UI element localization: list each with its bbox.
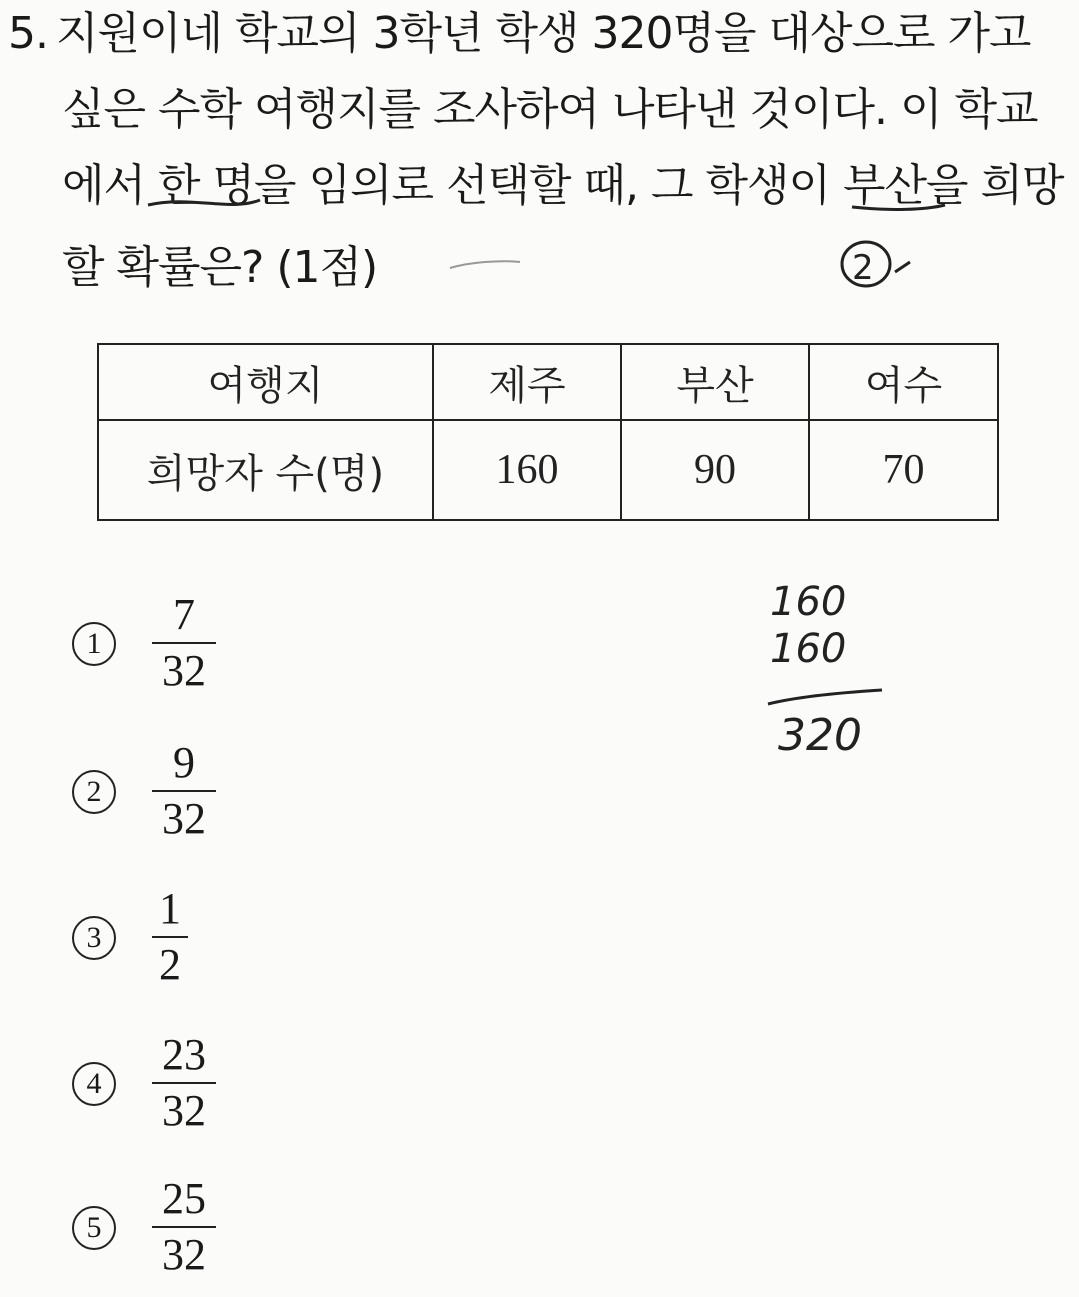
- fraction-bar: [152, 936, 188, 938]
- choice-number: 1: [72, 622, 116, 666]
- denominator: 2: [159, 940, 181, 989]
- fraction: [152, 590, 216, 696]
- fraction-bar: [152, 790, 216, 792]
- fraction: [152, 884, 188, 990]
- fraction-bar: [152, 1226, 216, 1228]
- denominator: 32: [162, 794, 206, 843]
- answer-mark: 2: [852, 248, 874, 288]
- denominator: 32: [162, 1230, 206, 1279]
- fraction-bar: [152, 1082, 216, 1084]
- choice-number: 2: [72, 770, 116, 814]
- table-row: [98, 420, 998, 520]
- choice-number: 5: [72, 1206, 116, 1250]
- numerator: 25: [162, 1174, 206, 1223]
- numerator: 9: [173, 738, 195, 787]
- choice-number: 4: [72, 1062, 116, 1106]
- handwritten-sum-line-1: 160: [770, 579, 847, 625]
- header-jeju: 제주: [433, 344, 621, 420]
- denominator: 32: [162, 646, 206, 695]
- question-text-1: 지원이네 학교의 3학년 학생 320명을 대상으로 가고: [55, 8, 1031, 59]
- sum-bar: [768, 690, 882, 704]
- numerator: 7: [173, 590, 195, 639]
- question-line-3: 에서 한 명을 임의로 선택할 때, 그 학생이 부산을 희망: [62, 160, 1064, 211]
- row-label: 희망자 수(명): [98, 420, 433, 520]
- choice-number: 3: [72, 916, 116, 960]
- question-line-4: 할 확률은? (1점): [62, 242, 378, 293]
- header-destination: 여행지: [98, 344, 433, 420]
- fraction: [152, 738, 216, 844]
- question: [0, 0, 1079, 320]
- question-line-1: [8, 6, 1030, 62]
- fraction: [152, 1174, 216, 1280]
- header-busan: 부산: [621, 344, 809, 420]
- table-header-row: [98, 344, 998, 420]
- cell-jeju: 160: [433, 420, 621, 520]
- numerator: 23: [162, 1030, 206, 1079]
- handwritten-sum-total: 320: [778, 710, 862, 761]
- numerator: 1: [159, 884, 181, 933]
- cell-busan: 90: [621, 420, 809, 520]
- header-yeosu: 여수: [809, 344, 998, 420]
- handwritten-sum-line-2: 160: [770, 626, 847, 672]
- fraction: [152, 1030, 216, 1136]
- destination-table: [97, 343, 999, 521]
- question-line-2: 싶은 수학 여행지를 조사하여 나타낸 것이다. 이 학교: [62, 84, 1038, 135]
- denominator: 32: [162, 1086, 206, 1135]
- fraction-bar: [152, 642, 216, 644]
- cell-yeosu: 70: [809, 420, 998, 520]
- question-number: 5.: [8, 8, 48, 59]
